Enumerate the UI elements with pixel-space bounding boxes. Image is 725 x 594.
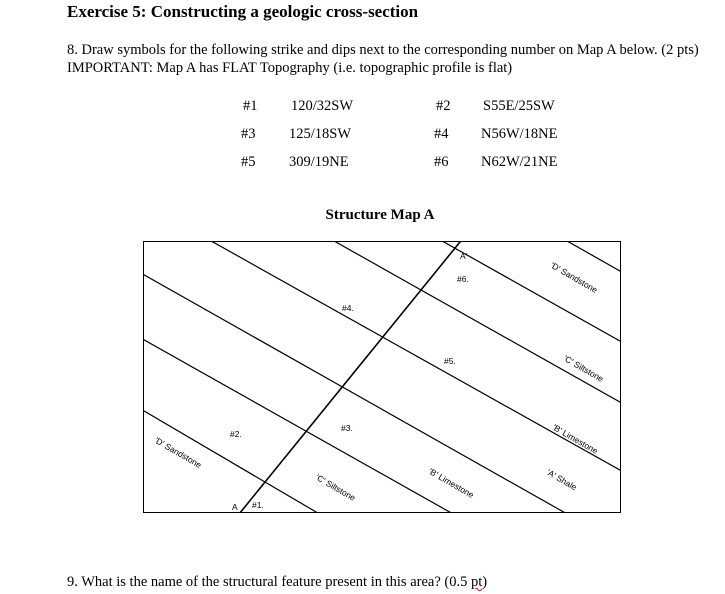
point-label-1: #1. — [252, 500, 264, 510]
point-label-5: #5. — [444, 356, 456, 366]
unit-b-limestone-left: 'B' Limestone — [427, 466, 476, 500]
unit-b-limestone-right: 'B' Limestone — [551, 422, 600, 456]
point-label-3: #3. — [341, 423, 353, 433]
exercise-title: Exercise 5: Constructing a geologic cross-section — [67, 2, 419, 21]
sd-num-4: #4 — [434, 126, 449, 142]
question-8-instructions: 8. Draw symbols for the following strike and dips next to the corresponding number on Map A below. (2 pts) IMPORTANT: Map A has FLAT Topography (i.e. topographic profile is flat) — [67, 42, 699, 76]
contact-line-3 — [144, 272, 576, 513]
point-label-6: #6. — [457, 274, 469, 284]
unit-a-shale-right: 'A' Shale — [545, 467, 579, 493]
structure-map-a — [143, 241, 621, 513]
sd-num-5: #5 — [241, 154, 256, 170]
map-drawing — [144, 242, 621, 513]
sd-value-6: N62W/21NE — [481, 154, 558, 170]
contact-line-2 — [144, 337, 462, 513]
contact-line-4 — [204, 242, 621, 474]
question-9 — [67, 574, 487, 591]
sd-num-6: #6 — [434, 154, 449, 170]
unit-d-sandstone-right: 'D' Sandstone — [549, 260, 600, 295]
sd-num-1: #1 — [243, 98, 258, 114]
section-end-label: A' — [460, 251, 468, 261]
point-label-4: #4. — [342, 303, 354, 313]
map-title: Structure Map A — [325, 207, 435, 223]
question-9-unit: pt — [470, 574, 483, 590]
unit-c-siltstone-right: 'C' Siltstone — [562, 353, 606, 384]
unit-c-siltstone-left: 'C' Siltstone — [314, 472, 358, 503]
sd-value-2: S55E/25SW — [483, 98, 555, 114]
point-label-2: #2. — [230, 429, 242, 439]
sd-num-2: #2 — [436, 98, 451, 114]
question-9-text: 9. What is the name of the structural feature present in this area? (0.5 — [67, 574, 471, 590]
contact-line-1 — [144, 408, 328, 513]
unit-d-sandstone-left: 'D' Sandstone — [153, 435, 204, 470]
sd-value-4: N56W/18NE — [481, 126, 558, 142]
sd-value-3: 125/18SW — [289, 126, 352, 142]
sd-num-3: #3 — [241, 126, 256, 142]
question-9-close: ) — [482, 574, 488, 590]
sd-value-1: 120/32SW — [291, 98, 354, 114]
section-start-label: A — [232, 502, 238, 512]
sd-value-5: 309/19NE — [289, 154, 349, 170]
contact-line-5 — [327, 242, 621, 406]
